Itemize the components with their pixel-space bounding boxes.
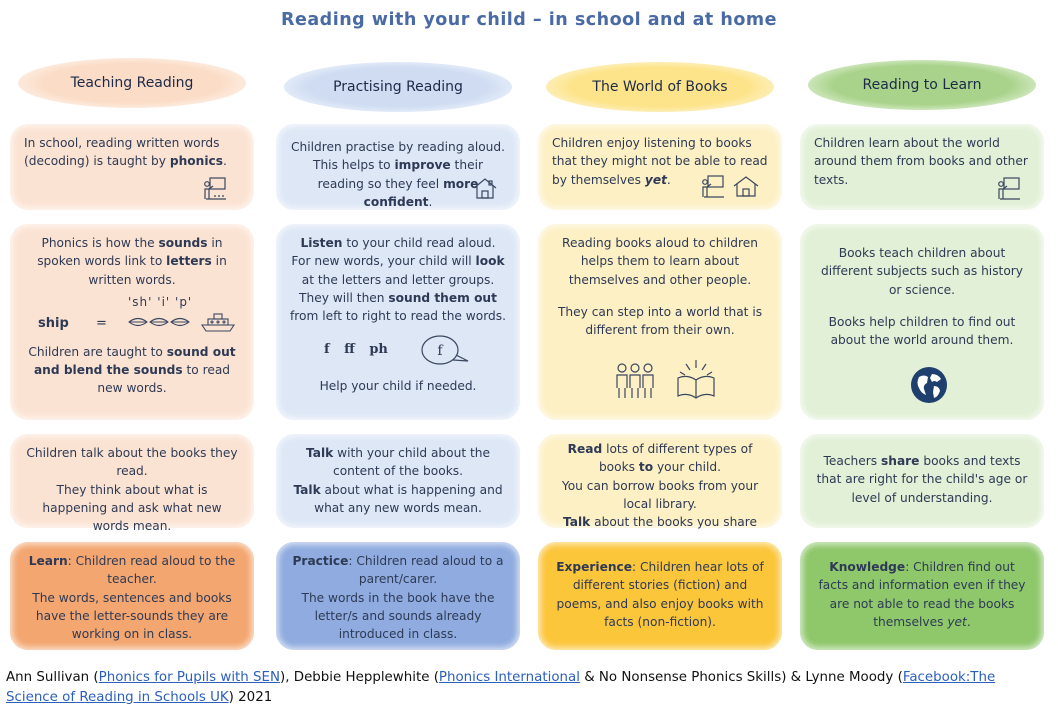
column-heading: Reading to Learn (808, 60, 1036, 110)
card-text: books and texts that are right for the child's age or level of understanding. (816, 454, 1028, 505)
card-label: Experience (556, 560, 633, 574)
footer-credits (6, 668, 1046, 708)
column-heading: The World of Books (546, 62, 774, 112)
card-text-emphasis: yet (644, 172, 667, 187)
example-word: ship (38, 315, 69, 331)
card-practise-aloud (276, 124, 520, 210)
ship-icon (200, 311, 236, 338)
card-text-bold: Talk (306, 446, 334, 460)
card-listen (276, 224, 520, 420)
card-text: in written words. (88, 254, 227, 287)
card-text: For new words, your child will (291, 254, 476, 269)
card-text: Children practise by reading aloud. This helps to (290, 140, 506, 173)
teacher-board-icon (202, 176, 228, 200)
card-text: Children are taught to (28, 344, 167, 359)
card-text: Books help children to find out about the world around them. (828, 314, 1016, 348)
card-label: Learn (28, 554, 68, 568)
page-title: Reading with your child – in school and at home (281, 10, 777, 30)
teacher-board-icon (700, 174, 726, 198)
column-heading: Practising Reading (284, 62, 512, 112)
card-read-lots (538, 434, 782, 528)
equals-sign: = (96, 315, 107, 331)
card-text: to read new words. (97, 363, 231, 396)
card-text: The words in the book have the letter/s and sounds already introduced in class. (301, 590, 495, 642)
card-learn-world (800, 124, 1044, 210)
card-phonics (10, 224, 254, 420)
card-text-bold: Read (567, 442, 603, 456)
globe-icon (910, 366, 948, 404)
card-text: They will then (299, 290, 389, 305)
card-text: with your child about the content of the books. (333, 446, 490, 479)
card-enjoy-listening (538, 124, 782, 210)
card-text: : Children read aloud to the teacher. (67, 554, 236, 587)
card-text: : Children hear lots of different stories (fiction) and poems, and also enjoy books with facts (non-fiction). (556, 560, 764, 629)
card-text: Children learn about the world around them from books and other texts. (814, 136, 1028, 187)
card-text-bold: look (475, 254, 505, 269)
link-facebook-science-of-reading[interactable]: Facebook:The Science of Reading in Schools UK (6, 670, 996, 705)
card-text: . (223, 154, 227, 169)
speech-bubble-letter: f (437, 343, 443, 360)
card-text: Reading books aloud to children helps them to learn about themselves and other people. (562, 236, 758, 287)
card-text: Teachers (823, 454, 882, 468)
card-text-bold: share (881, 454, 920, 468)
card-text-emphasis: yet (947, 614, 967, 629)
card-label: Practice (292, 554, 349, 568)
card-text: . (666, 172, 671, 187)
card-text: at the letters and letter groups. (301, 272, 495, 287)
card-talk-books (10, 434, 254, 534)
card-text: lots of different types of books (598, 442, 753, 475)
speech-bubble-icon (418, 333, 474, 372)
lips-icon (128, 315, 192, 334)
card-text: from left to right to read the words. (290, 309, 506, 324)
footer-text: ) 2021 (228, 690, 273, 705)
card-text: They can step into a world that is different from their own. (557, 304, 763, 338)
footer-text: Ann Sullivan ( (6, 670, 99, 685)
grapheme-example (290, 333, 506, 373)
card-label: Knowledge (829, 560, 906, 574)
card-experience (538, 542, 782, 650)
card-text: in spoken words link to (37, 236, 223, 269)
card-text: about the books you share (590, 515, 758, 530)
footer-text: & No Nonsense Phonics Skills) & Lynne Moody ( (579, 670, 903, 685)
card-text: : Children find out facts and information even if they are not able to read the books themselves (818, 560, 1026, 629)
card-text-bold: more confident (363, 176, 479, 209)
footer-text: ), Debbie Hepplewhite ( (280, 670, 439, 685)
card-books-teach (800, 224, 1044, 420)
grapheme-glyphs: f ff ph (324, 342, 388, 358)
card-text-bold: improve (394, 158, 451, 173)
card-text-bold: sounds (158, 236, 208, 250)
card-text-bold: sound out and blend the sounds (33, 344, 236, 378)
card-text-bold: letters (166, 254, 212, 269)
card-text: to your child read aloud. (342, 236, 496, 250)
card-text: : Children read aloud to a parent/carer. (348, 554, 504, 587)
link-phonics-international[interactable]: Phonics International (438, 670, 580, 685)
card-text: You can borrow books from your local library. (561, 478, 759, 511)
teacher-board-icon (996, 176, 1022, 200)
card-text: . (966, 614, 971, 629)
card-text: Children talk about the books they read. (26, 446, 238, 479)
card-knowledge (800, 542, 1044, 650)
card-text: In school, reading written words (decoding) is taught by (24, 136, 220, 169)
card-text-bold: Listen (300, 236, 343, 250)
card-text-bold: to (638, 460, 654, 475)
card-text: their reading so they feel (317, 158, 483, 191)
house-icon (732, 174, 760, 198)
grapheme-labels: 'sh' 'i' 'p' (128, 294, 193, 309)
card-text-bold: Talk (293, 482, 321, 497)
card-text: The words, sentences and books have the letter-sounds they are working on in class. (32, 590, 232, 642)
link-phonics-pupils-sen[interactable]: Phonics for Pupils with SEN (98, 670, 281, 685)
card-talk-content (276, 434, 520, 528)
people-icon (614, 362, 656, 400)
card-decoding (10, 124, 254, 210)
card-text: Phonics is how the (41, 236, 159, 250)
card-teachers-share (800, 434, 1044, 528)
open-book-icon (674, 358, 718, 400)
card-text: Books teach children about different subjects such as history or science. (820, 246, 1024, 297)
card-text: Help your child if needed. (319, 379, 477, 394)
card-text-bold: Talk (562, 515, 591, 530)
card-text: your child. (653, 460, 722, 475)
house-icon (472, 176, 498, 200)
card-practice (276, 542, 520, 650)
card-text: . (428, 194, 433, 209)
ship-example (24, 293, 240, 337)
card-text-bold: sound them out (388, 290, 497, 305)
card-reading-aloud (538, 224, 782, 420)
card-text-bold: phonics (169, 154, 223, 169)
card-text: Children enjoy listening to books that they might not be able to read by themselves (552, 136, 768, 187)
card-learn (10, 542, 254, 650)
column-heading: Teaching Reading (18, 58, 246, 108)
card-text: They think about what is happening and ask what new words mean. (42, 482, 222, 534)
card-text: about what is happening and what any new words mean. (314, 482, 503, 515)
